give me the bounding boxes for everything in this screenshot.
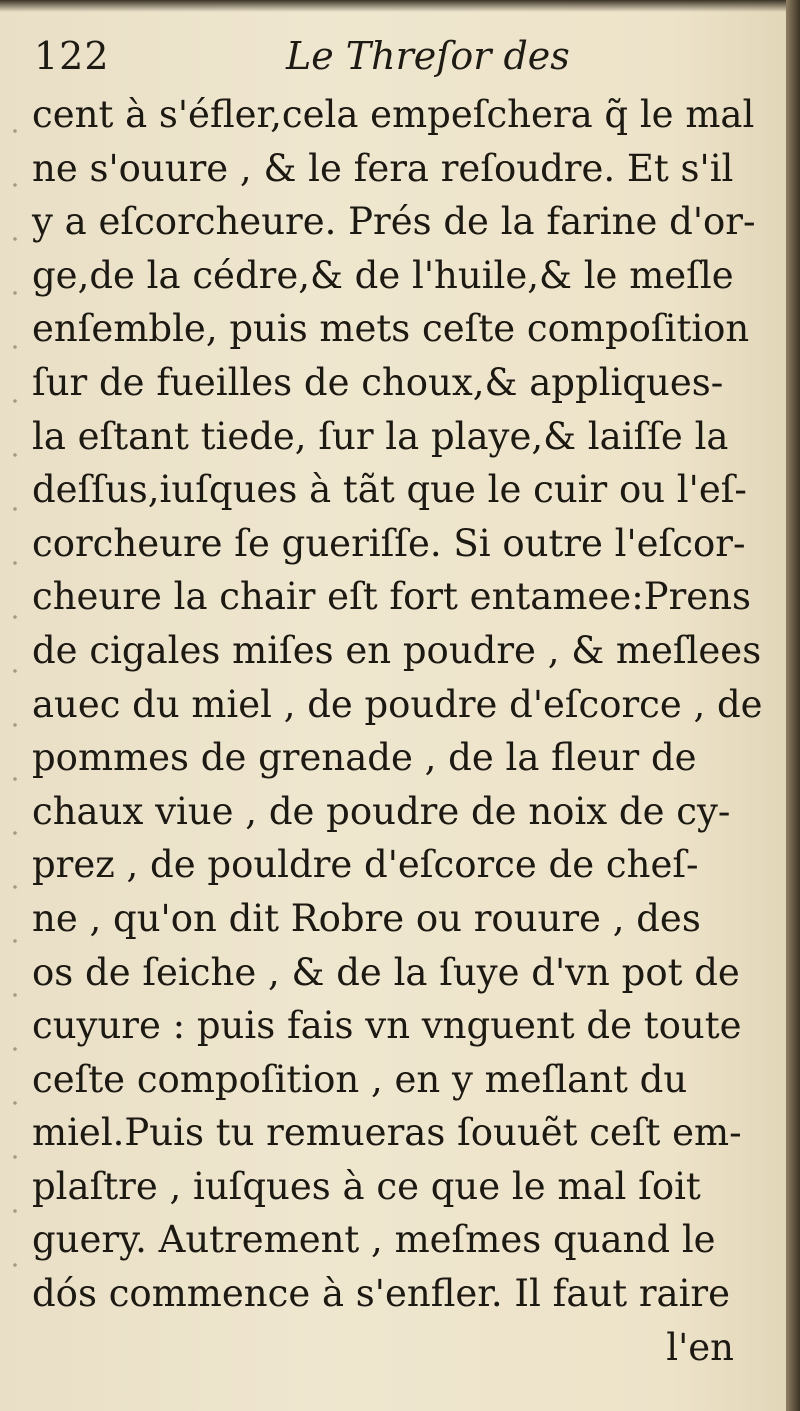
text-line: ge,de la cédre,& de l'huile,& le meſle [32, 253, 734, 297]
catchword: l'en [666, 1325, 734, 1369]
page-top-shadow [0, 0, 790, 12]
text-line: y a eſcorcheure. Prés de la farine d'or- [32, 200, 756, 244]
text-line: ne , qu'on dit Robre ou rouure , des [32, 896, 701, 940]
text-line: guery. Autrement , meſmes quand le [32, 1218, 716, 1262]
left-margin-marks [6, 90, 24, 1310]
text-line: ſur de fueilles de choux,& appliques- [32, 360, 724, 404]
text-line: auec du miel , de poudre d'eſcorce , de [32, 682, 763, 726]
text-line: cheure la chair eſt fort entamee:Prens [32, 575, 751, 619]
text-line: enſemble, puis mets ceſte compoſition [32, 307, 750, 351]
text-line: corcheure ſe gueriſſe. Si outre l'eſcor- [32, 521, 746, 565]
text-line: prez , de pouldre d'eſcorce de cheſ- [32, 843, 699, 887]
text-line: deſſus,iuſques à tãt que le cuir ou l'eſ- [32, 468, 747, 512]
book-spine-edge [786, 0, 800, 1411]
page-number: 122 [34, 34, 110, 78]
text-line: pommes de grenade , de la fleur de [32, 736, 697, 780]
running-title: Le Threſor des [286, 34, 570, 78]
text-line: de cigales miſes en poudre , & meſlees [32, 628, 762, 672]
body-text [32, 88, 762, 1374]
text-line: plaſtre , iuſques à ce que le mal ſoit [32, 1164, 701, 1208]
text-line: dós commence à s'enfler. Il faut raire [32, 1272, 730, 1316]
text-line: miel.Puis tu remueras ſouuẽt ceſt em- [32, 1111, 742, 1155]
text-line: ne s'ouure , & le fera reſoudre. Et s'il [32, 146, 734, 190]
page-header [24, 28, 764, 88]
text-line: os de ſeiche , & de la ſuye d'vn pot de [32, 950, 740, 994]
text-line: cent à s'éfler,cela empeſchera q̃ le mal [32, 93, 755, 136]
text-line: cuyure : puis fais vn vnguent de toute [32, 1004, 742, 1048]
text-line: chaux viue , de poudre de noix de cy- [32, 789, 731, 833]
text-line: la eſtant tiede, ſur la playe,& laiſſe la [32, 414, 729, 458]
text-line: ceſte compoſition , en y meſlant du [32, 1057, 688, 1101]
